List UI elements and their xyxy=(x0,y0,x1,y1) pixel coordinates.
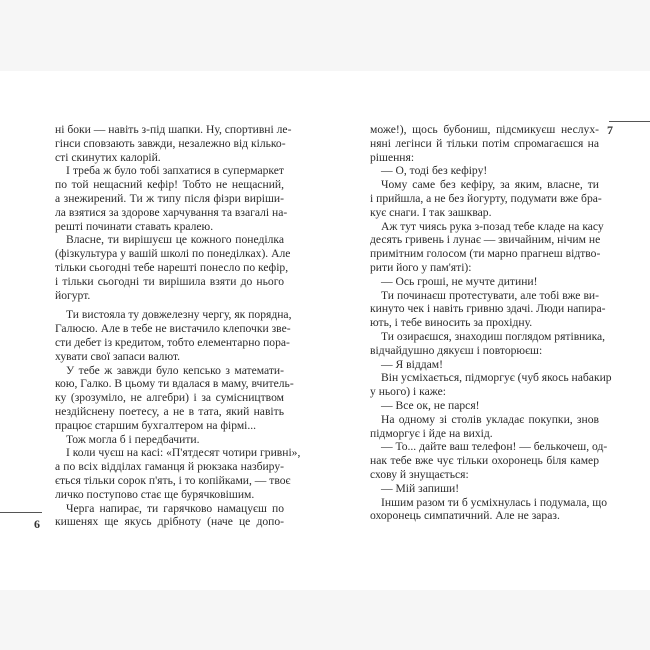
text-line: охоронець симпатичний. Але не зараз. xyxy=(370,509,560,523)
text-line: — Все ок, не парся! xyxy=(381,398,480,412)
right-page-text xyxy=(370,123,612,523)
text-line: схову й знущається: xyxy=(370,467,469,481)
text-line: кує снаги. І так зашквар. xyxy=(370,205,492,219)
paragraph xyxy=(370,495,608,524)
text-line: Власне, ти вирішуєш це кожного понеділка xyxy=(66,233,284,247)
left-page-number: 6 xyxy=(34,517,40,531)
left-footer-rule xyxy=(0,512,42,513)
text-line: а по всіх відділах гаманця й рюкзака назбиру- xyxy=(55,460,284,474)
paragraph xyxy=(55,308,292,363)
text-line: працює старшим бухгалтером на фірмі... xyxy=(55,418,257,432)
text-line: решті починати ставать кралею. xyxy=(55,219,214,233)
text-line: примітним голосом (ти марно прагнеш відтво- xyxy=(370,247,601,261)
paragraph xyxy=(370,482,599,496)
text-line: І коли чуєш на касі: «П'ятдесят чотири гривні», xyxy=(66,446,301,460)
paragraph xyxy=(370,358,599,372)
text-line: Ти озираєшся, знаходиш поглядом рятівника, xyxy=(381,329,606,343)
paragraph xyxy=(55,433,284,447)
text-line: по той нещасний кефір! Тобто не нещасний, xyxy=(55,178,284,192)
text-line: — Ось гроші, не мучте дитини! xyxy=(381,274,538,288)
paragraph xyxy=(370,399,599,413)
text-line: Ти починаєш протестувати, але тобі вже ви- xyxy=(381,288,599,302)
text-line: нездійснену поетесу, а не в тата, який навіть xyxy=(55,404,284,418)
text-line: Іншим разом ти б усміхнулась і подумала, що xyxy=(381,495,608,509)
paragraph xyxy=(370,123,599,164)
paragraph xyxy=(370,164,599,178)
text-line: сті скинутих калорій. xyxy=(55,150,161,164)
text-line: Черга напирає, ти гарячково намацуєш по xyxy=(66,501,284,515)
text-line: сти дебет із кредитом, тобто елементарно пора- xyxy=(55,335,290,349)
text-line: рішення: xyxy=(370,150,415,164)
paragraph xyxy=(370,275,599,289)
paragraph xyxy=(55,502,284,530)
text-line: няні легінси й тільки потім спромагаєшся на xyxy=(370,136,599,150)
left-page-text xyxy=(55,123,301,529)
text-line: десять гривень і лунає — звичайним, нічим не xyxy=(370,233,601,247)
paragraph xyxy=(370,288,606,330)
right-header-rule xyxy=(609,121,650,122)
text-line: Він усміхається, підморгує (чуб якось набакир xyxy=(381,371,612,385)
text-line: кишенях ще якусь дрібноту (наче це допо- xyxy=(55,515,284,529)
text-line: — То... дайте ваш телефон! — белькочеш, од- xyxy=(381,440,608,454)
text-line: ється тільки сорок п'ять, і то копійками, — твоє xyxy=(55,473,291,487)
text-line: У тебе ж завжди було кепсько з математи- xyxy=(66,363,284,377)
paragraph xyxy=(370,413,599,441)
text-line: І треба ж було тобі запхатися в супермаркет xyxy=(66,164,284,178)
text-line: може!), щось бубониш, підсмикуєш неслух- xyxy=(370,123,599,136)
text-line: нак тебе вже чує тільки охоронець біля камер xyxy=(370,454,599,468)
text-line: Ти вистояла ту довжелезну чергу, як порядна, xyxy=(66,308,292,322)
right-page-number: 7 xyxy=(607,123,613,137)
paragraph xyxy=(55,446,301,501)
text-line: підморгує і йде на вихід. xyxy=(370,426,493,440)
text-line: — Мій запиши! xyxy=(381,481,460,495)
paragraph xyxy=(55,233,291,302)
text-line: Чому саме без кефіру, за яким, власне, ти xyxy=(381,178,599,192)
text-line: тільки сьогодні тебе нарешті понесло по кефір, xyxy=(55,260,289,274)
text-line: Аж тут чиясь рука з-позад тебе кладе на касу xyxy=(381,219,604,233)
text-line: личко поступово стає ще бурячковішим. xyxy=(55,487,255,501)
text-line: гінси сповзають завжди, незалежно від кілько- xyxy=(55,136,286,150)
text-line: — Я віддам! xyxy=(381,357,443,371)
text-line: йогурт. xyxy=(55,288,91,302)
paragraph xyxy=(55,123,292,164)
text-line: відчайдушно дякуєш і повторюєш: xyxy=(370,343,543,357)
text-line: ють, і тебе виносить за прохідну. xyxy=(370,316,533,330)
text-line: — О, тоді без кефіру! xyxy=(381,164,488,178)
text-line: хувати свої запаси валют. xyxy=(55,349,181,363)
text-line: Галюсю. Але в тебе не вистачило клепочки зве- xyxy=(55,322,291,336)
paragraph xyxy=(370,178,602,219)
paragraph xyxy=(370,219,604,275)
paragraph xyxy=(370,440,608,481)
text-line: у нього) і каже: xyxy=(370,385,446,399)
paragraph xyxy=(370,371,612,399)
text-line: кою, Галко. В цьому ти вдалася в маму, вчитель- xyxy=(55,377,294,391)
text-line: Тож могла б і передбачити. xyxy=(66,432,200,446)
text-line: і прийшла, а не без йогурту, подумати вже бра- xyxy=(370,191,602,205)
book-spread xyxy=(0,71,650,590)
paragraph xyxy=(55,363,294,433)
text-line: ла взятися за здорове харчування та взагалі на- xyxy=(55,205,288,219)
text-line: ні боки — навіть з-під шапки. Ну, спортивні ле- xyxy=(55,123,292,136)
text-line: (фізкультура у вашій школі по понеділках). Але xyxy=(55,247,291,261)
paragraph xyxy=(370,329,606,358)
paragraph xyxy=(55,164,288,233)
text-line: рити його у пам'яті): xyxy=(370,260,472,274)
text-line: На одному зі столів укладає покупки, знов xyxy=(381,412,599,426)
text-line: а знежирений. Ти ж типу після фізри виріши- xyxy=(55,191,284,205)
text-line: кинуто чек і навіть гривню здачі. Люди напира- xyxy=(370,302,606,316)
text-line: ку (зрозуміло, не алгебри) і за сумісництвом xyxy=(55,391,284,405)
text-line: і тільки сьогодні ти вирішила взяти до нього xyxy=(55,274,284,288)
